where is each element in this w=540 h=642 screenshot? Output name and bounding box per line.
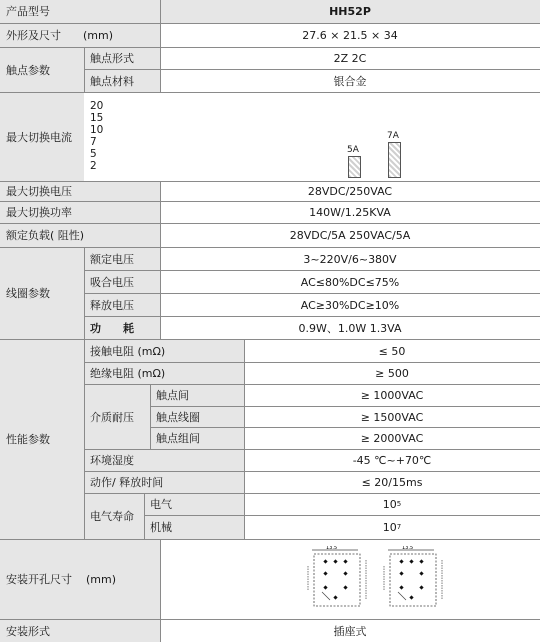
contact-form-label: 触点形式 xyxy=(84,48,160,69)
divider xyxy=(0,201,540,202)
life-electrical-exp: 5 xyxy=(396,500,402,508)
divider xyxy=(0,23,540,24)
divider xyxy=(150,406,540,407)
life-mechanical-exp: 7 xyxy=(396,523,402,531)
performance-label: 性能参数 xyxy=(0,340,84,539)
dielectric-contact-coil-value: ≥ 1500VAC xyxy=(244,407,540,427)
dimensions-label: 外形及尺寸 xyxy=(6,29,61,42)
divider xyxy=(84,316,540,317)
max-current-chart xyxy=(84,93,540,181)
mounting-type-label: 安装形式 xyxy=(0,620,160,642)
divider xyxy=(84,449,540,450)
divider xyxy=(0,47,540,48)
max-voltage-value: 28VDC/250VAC xyxy=(160,182,540,201)
divider xyxy=(244,340,245,539)
hole-dim-label-2: 13.5 xyxy=(402,546,414,551)
scale-label-10: 10 xyxy=(90,124,104,136)
dimensions-label-cell xyxy=(0,24,160,47)
divider xyxy=(84,362,540,363)
contact-material-label: 触点材料 xyxy=(84,70,160,92)
coil-power-label: 功 耗 xyxy=(84,317,160,339)
bar-5a xyxy=(348,156,361,178)
dielectric-contact-groups-label: 触点组间 xyxy=(150,428,244,449)
coil-release-voltage-label: 释放电压 xyxy=(84,294,160,316)
divider xyxy=(0,181,540,182)
life-electrical-label: 电气 xyxy=(144,494,244,515)
coil-rated-voltage-label: 额定电压 xyxy=(84,248,160,270)
insulation-resistance-label: 绝缘电阻 (mΩ) xyxy=(84,363,244,384)
divider xyxy=(84,248,85,539)
dielectric-contacts-label: 触点间 xyxy=(150,385,244,406)
scale-label-20: 20 xyxy=(90,100,104,112)
coil-label: 线圈参数 xyxy=(0,248,84,339)
mounting-holes-unit: (mm) xyxy=(86,573,117,586)
mounting-holes-label-cell xyxy=(0,540,160,619)
rated-load-value: 28VDC/5A 250VAC/5A xyxy=(160,224,540,247)
divider xyxy=(84,471,540,472)
scale-label-2: 2 xyxy=(90,160,97,172)
divider xyxy=(150,427,540,428)
mounting-holes-label: 安装开孔尺寸 xyxy=(6,573,72,586)
life-electrical-base: 10 xyxy=(382,498,397,511)
coil-pickup-voltage-label: 吸合电压 xyxy=(84,271,160,293)
dielectric-contact-groups-value: ≥ 2000VAC xyxy=(244,428,540,449)
insulation-resistance-value: ≥ 500 xyxy=(244,363,540,384)
model-label: 产品型号 xyxy=(0,0,160,23)
divider xyxy=(144,515,540,516)
dimensions-unit: (mm) xyxy=(83,29,114,42)
divider xyxy=(84,270,540,271)
divider xyxy=(150,385,151,449)
divider xyxy=(0,92,540,93)
divider xyxy=(0,619,540,620)
scale-label-5: 5 xyxy=(90,148,97,160)
divider xyxy=(84,293,540,294)
divider xyxy=(84,384,540,385)
divider xyxy=(0,539,540,540)
hole-dim-label-1: 13.5 xyxy=(326,546,338,551)
divider xyxy=(0,223,540,224)
divider xyxy=(84,48,85,92)
contact-label: 触点参数 xyxy=(0,48,84,92)
contact-form-value: 2Z 2C xyxy=(160,48,540,69)
coil-rated-voltage-value: 3~220V/6~380V xyxy=(160,248,540,270)
coil-pickup-voltage-value: AC≤80%DC≤75% xyxy=(160,271,540,293)
divider xyxy=(0,339,540,340)
divider xyxy=(0,247,540,248)
life-label: 电气寿命 xyxy=(84,494,144,539)
bar-7a xyxy=(388,142,401,178)
divider xyxy=(84,69,540,70)
dielectric-label: 介质耐压 xyxy=(84,385,150,449)
rated-load-label: 额定负载( 阻性) xyxy=(0,224,160,247)
hole-pattern-drawing-2 xyxy=(376,546,458,614)
dielectric-contact-coil-label: 触点线圈 xyxy=(150,407,244,427)
life-mechanical-label: 机械 xyxy=(144,516,244,539)
divider xyxy=(160,182,161,339)
scale-label-7: 7 xyxy=(90,136,97,148)
divider xyxy=(144,494,145,539)
hole-pattern-drawing-1 xyxy=(300,546,382,614)
max-power-label: 最大切换功率 xyxy=(0,202,160,223)
humidity-label: 环境湿度 xyxy=(84,450,244,471)
mounting-type-value: 插座式 xyxy=(160,620,540,642)
divider xyxy=(160,540,161,642)
max-power-value: 140W/1.25KVA xyxy=(160,202,540,223)
dimensions-value: 27.6 × 21.5 × 34 xyxy=(160,24,540,47)
mounting-holes-drawing xyxy=(160,540,540,619)
max-voltage-label: 最大切换电压 xyxy=(0,182,160,201)
coil-release-voltage-value: AC≥30%DC≥10% xyxy=(160,294,540,316)
divider xyxy=(160,0,161,92)
bar-label-5a: 5A xyxy=(347,145,359,155)
max-current-label: 最大切换电流 xyxy=(0,93,84,181)
coil-power-value: 0.9W、1.0W 1.3VA xyxy=(160,317,540,339)
model-value: HH52P xyxy=(160,0,540,23)
bar-label-7a: 7A xyxy=(387,131,399,141)
contact-material-value: 银合金 xyxy=(160,70,540,92)
life-mechanical-base: 10 xyxy=(382,521,397,534)
divider xyxy=(84,493,540,494)
life-mechanical-value xyxy=(244,516,540,539)
contact-resistance-value: ≤ 50 xyxy=(244,340,540,362)
scale-label-15: 15 xyxy=(90,112,104,124)
timing-label: 动作/ 释放时间 xyxy=(84,472,244,493)
life-electrical-value xyxy=(244,494,540,515)
timing-value: ≤ 20/15ms xyxy=(244,472,540,493)
contact-resistance-label: 接触电阻 (mΩ) xyxy=(84,340,244,362)
dielectric-contacts-value: ≥ 1000VAC xyxy=(244,385,540,406)
humidity-value: -45 ℃~+70℃ xyxy=(244,450,540,471)
